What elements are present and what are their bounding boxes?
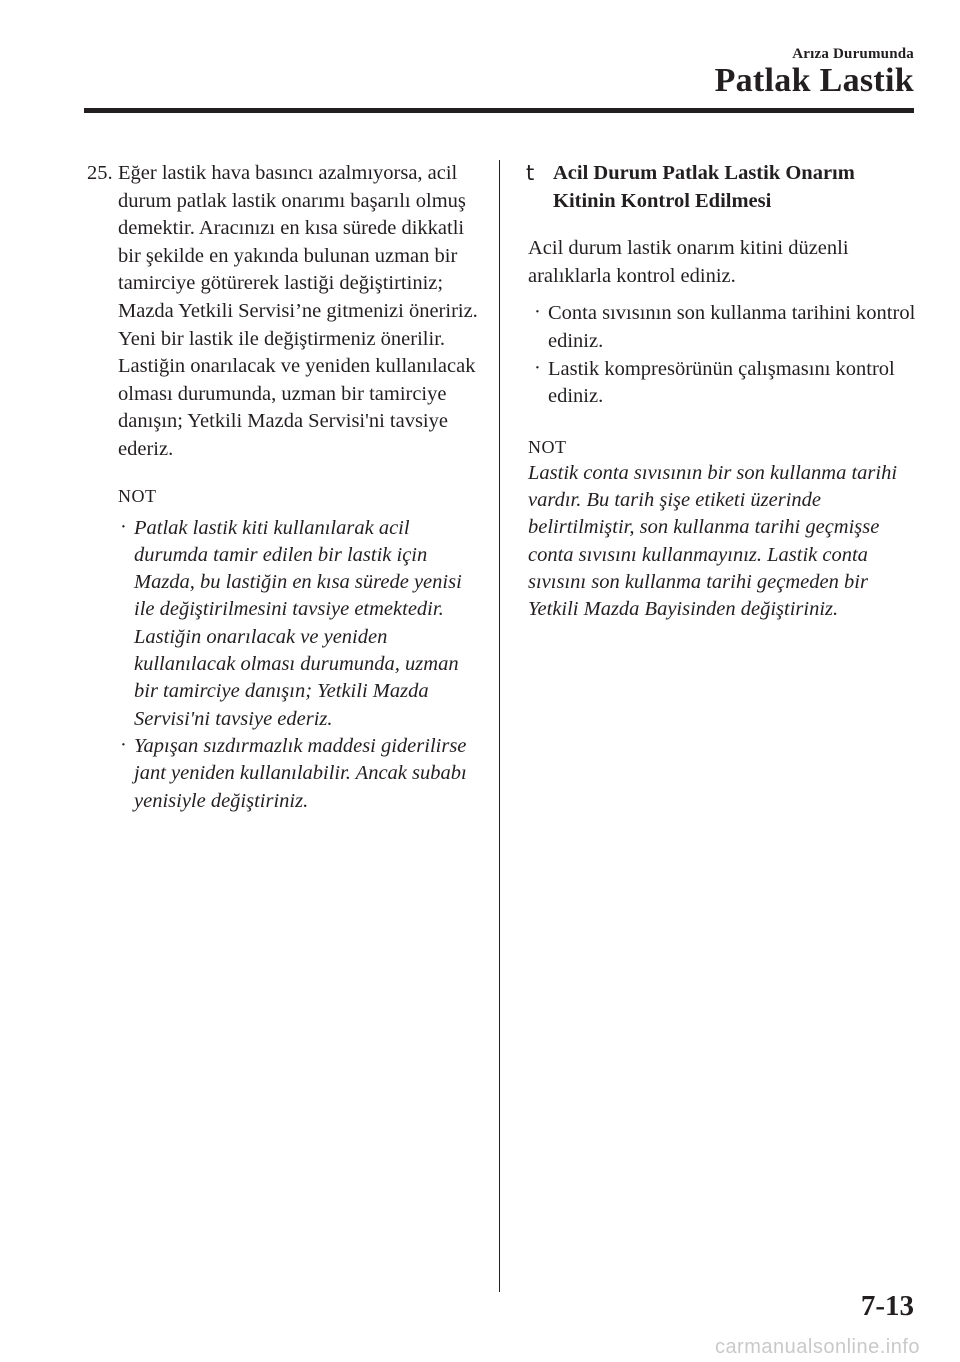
- bullet-dot-icon: ·: [534, 301, 541, 324]
- check-item-text: Lastik kompresörünün çalışmasını kontrol ediniz.: [548, 357, 895, 408]
- note-item-text: Yapışan sızdırmazlık maddesi giderilirse jant yeniden kullanılabilir. Ancak subabı yenisiyle değiştiriniz.: [134, 734, 467, 812]
- bullet-dot-icon: ·: [120, 733, 127, 756]
- intro-paragraph: Acil durum lastik onarım kitini düzenli aralıklarla kontrol ediniz.: [528, 237, 849, 287]
- note-item-text: Patlak lastik kiti kullanılarak acil durumda tamir edilen bir lastik için Mazda, bu lastiğin en kısa sürede yenisi ile değiştirilmesini tavsiye etmektedir. Lastiğin onarılacak ve yeniden kullanılacak olması durumunda, uzman bir tamirciye danışın; Yetkili Mazda Servisi'ni tavsiye ederiz.: [134, 516, 462, 730]
- bullet-dot-icon: ·: [534, 356, 541, 379]
- step-25: [87, 160, 482, 464]
- right-column: [528, 160, 918, 624]
- note-item: [118, 515, 482, 733]
- note-text: Lastik conta sıvısının bir son kullanma tarihi vardır. Bu tarih şişe etiketi üzerinde belirtilmiştir, son kullanma tarihi geçmişse conta sıvısını kullanmayınız. Lastik conta sıvısını son kullanma tarihi geçmeden bir Yetkili Mazda Bayisinden değiştiriniz.: [528, 461, 898, 621]
- note-label: NOT: [528, 436, 567, 457]
- column-divider: [499, 160, 500, 1292]
- page-number: 7-13: [860, 1290, 914, 1322]
- note-label: NOT: [118, 485, 157, 506]
- watermark: carmanualsonline.info: [714, 1336, 920, 1358]
- check-list: [532, 300, 918, 410]
- check-item: [532, 356, 918, 411]
- left-column: [87, 160, 482, 815]
- section-heading-text: Acil Durum Patlak Lastik Onarım Kitinin Kontrol Edilmesi: [553, 162, 855, 212]
- running-header-section: Arıza Durumunda: [792, 46, 914, 62]
- note-list: [118, 515, 482, 815]
- header-rule: [84, 108, 914, 113]
- bullet-dot-icon: ·: [120, 515, 127, 538]
- section-marker-icon: t: [526, 161, 535, 185]
- check-item: [532, 300, 918, 355]
- check-item-text: Conta sıvısının son kullanma tarihini kontrol ediniz.: [548, 302, 916, 352]
- section-heading: [528, 160, 918, 215]
- step-number: 25.: [87, 162, 113, 184]
- step-text: Eğer lastik hava basıncı azalmıyorsa, acil durum patlak lastik onarımı başarılı olmuş demektir. Aracınızı en kısa sürede dikkatli bir şekilde en yakında bulunan uzman bir tamirciye götürerek lastiği değiştirtiniz; Mazda Yetkili Servisi’ne gitmenizi öneririz. Yeni bir lastik ile değiştirmeniz önerilir. Lastiğin onarılacak ve yeniden kullanılacak olması durumunda, uzman bir tamirciye danışın; Yetkili Mazda Servisi'ni tavsiye ederiz.: [118, 162, 478, 460]
- note-item: [118, 733, 482, 815]
- page-title: Patlak Lastik: [714, 62, 914, 99]
